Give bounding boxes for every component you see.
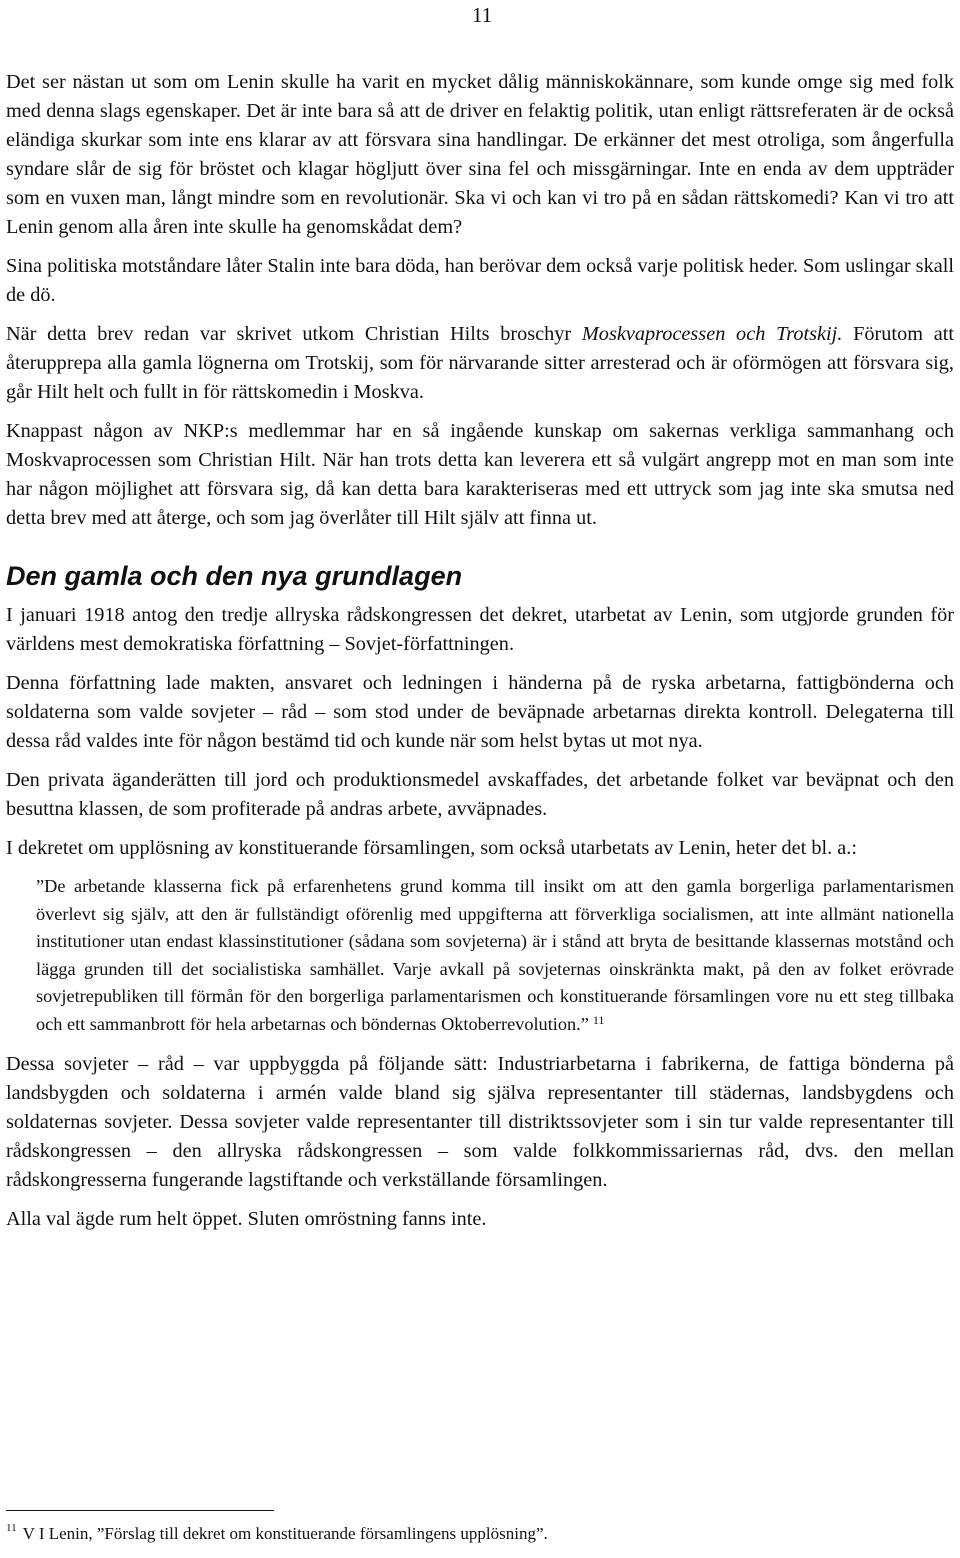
paragraph-lenin-judgement: Det ser nästan ut som om Lenin skulle ha varit en mycket dålig människokännare, som kunde omge sig med folk med denna slags egenskaper. Det är inte bara så att de driver en felaktig politik, utan enligt rättsreferaten är de också eländiga skurkar som inte ens klarar av att försvara sina handlingar. De erkänner det mest otroliga, som ångerfulla syndare slår de sig för bröstet och klagar högljutt över sina fel och missgärningar. Inte en enda av dem uppträder som en vuxen man, långt mindre som en revolutionär. Ska vi och kan vi tro på en sådan rättskomedi? Kan vi tro att Lenin genom alla åren inte skulle ha genomskådat dem?: [6, 71, 954, 238]
paragraph-constitution-power: Denna författning lade makten, ansvaret och ledningen i händerna på de ryska arbetarna, fattigbönderna och soldaterna som valde sovjeter – råd – som stod under de beväpnade arbetarnas direkta kontroll. Delegaterna till dessa råd valdes inte för någon bestämd tid och kunde när som helst bytas ut mot nya.: [6, 672, 954, 752]
footnote-separator: [6, 1510, 274, 1511]
page-number: 11: [472, 3, 493, 27]
paragraph-stalin-opponents: Sina politiska motståndare låter Stalin inte bara döda, han berövar dem också varje politisk heder. Som uslingar skall de dö.: [6, 255, 954, 306]
paragraph-january-1918: I januari 1918 antog den tredje allryska rådskongressen det dekret, utarbetat av Lenin, som utgjorde grunden för världens mest demokratiska författning – Sovjet-författningen.: [6, 604, 954, 655]
paragraph-soviet-structure: Dessa sovjeter – råd – var uppbyggda på följande sätt: Industriarbetarna i fabrikerna, de fattiga bönderna på landsbygden och soldaterna i armén valde bland sig själva representanter till städernas, landsbygdens och soldaternas sovjeter. Dessa sovjeter valde representanter till distriktssovjeter som i sin tur valde representanter till rådskongressen – den allryska rådskongressen – som valde folkkommissariernas råd, dvs. den mellan rådskongresserna fungerande lagstiftande och verkställande församlingen.: [6, 1053, 954, 1191]
hilt-text-after: Förutom att återupprepa alla gamla lögnerna om Trotskij, som för närvarande sitter arresterad och är oförmögen att försvara sig, går Hilt helt och fullt in för rättskomedin i Moskva.: [6, 323, 954, 403]
decree-quote: [36, 873, 954, 1038]
footnote: [6, 1522, 548, 1546]
paragraph-private-property: Den privata äganderätten till jord och produktionsmedel avskaffades, det arbetande folket var beväpnat och den besuttna klassen, de som profiterade på andras arbete, avväpnades.: [6, 769, 954, 820]
quote-text: ”De arbetande klasserna fick på erfarenhetens grund komma till insikt om att den gamla borgerliga parlamentarismen överlevt sig själv, att den är fullständigt oförenlig med uppgifterna att förverkliga socialismen, att inte allmänt nationella institutioner utan endast klassinstitutioner (sådana som sovjeterna) är i stånd att bryta de besittande klassernas motstånd och lägga grunden till det socialistiska samhället. Varje avkall på sovjeternas oinskränkta makt, på den av folket erövrade sovjetrepubliken till förmån för den borgerliga parlamentarismen och konstituerande församlingen vore nu ett steg tillbaka och ett sammanbrott för hela arbetarnas och böndernas Oktoberrevolution.”: [36, 876, 954, 1034]
paragraph-hilt-brochure: [6, 320, 954, 407]
hilt-text-before: När detta brev redan var skrivet utkom Christian Hilts broschyr: [6, 323, 582, 345]
paragraph-open-elections: Alla val ägde rum helt öppet. Sluten omröstning fanns inte.: [6, 1208, 487, 1230]
footnote-reference[interactable]: 11: [592, 1012, 605, 1027]
footnote-number: 11: [6, 1522, 17, 1534]
paragraph-nkp-members: Knappast någon av NKP:s medlemmar har en så ingående kunskap om sakernas verkliga sammanhang och Moskvaprocessen som Christian Hilt. När han trots detta kan leverera ett så vulgärt angrepp mot en man som inte har någon möjlighet att försvara sig, då kan detta bara karakteriseras med ett uttryck som jag inte ska smutsa ned detta brev med att återge, och som jag överlåter till Hilt själv att finna ut.: [6, 420, 954, 529]
brochure-title: Moskvaprocessen och Trotskij.: [581, 323, 843, 345]
section-heading: Den gamla och den nya grundlagen: [6, 561, 463, 591]
paragraph-decree-intro: I dekretet om upplösning av konstituerande församlingen, som också utarbetats av Lenin, heter det bl. a.:: [6, 837, 858, 859]
document-body: [6, 68, 954, 1244]
footnote-text: V I Lenin, ”Förslag till dekret om konstituerande församlingens upplösning”.: [22, 1524, 548, 1543]
